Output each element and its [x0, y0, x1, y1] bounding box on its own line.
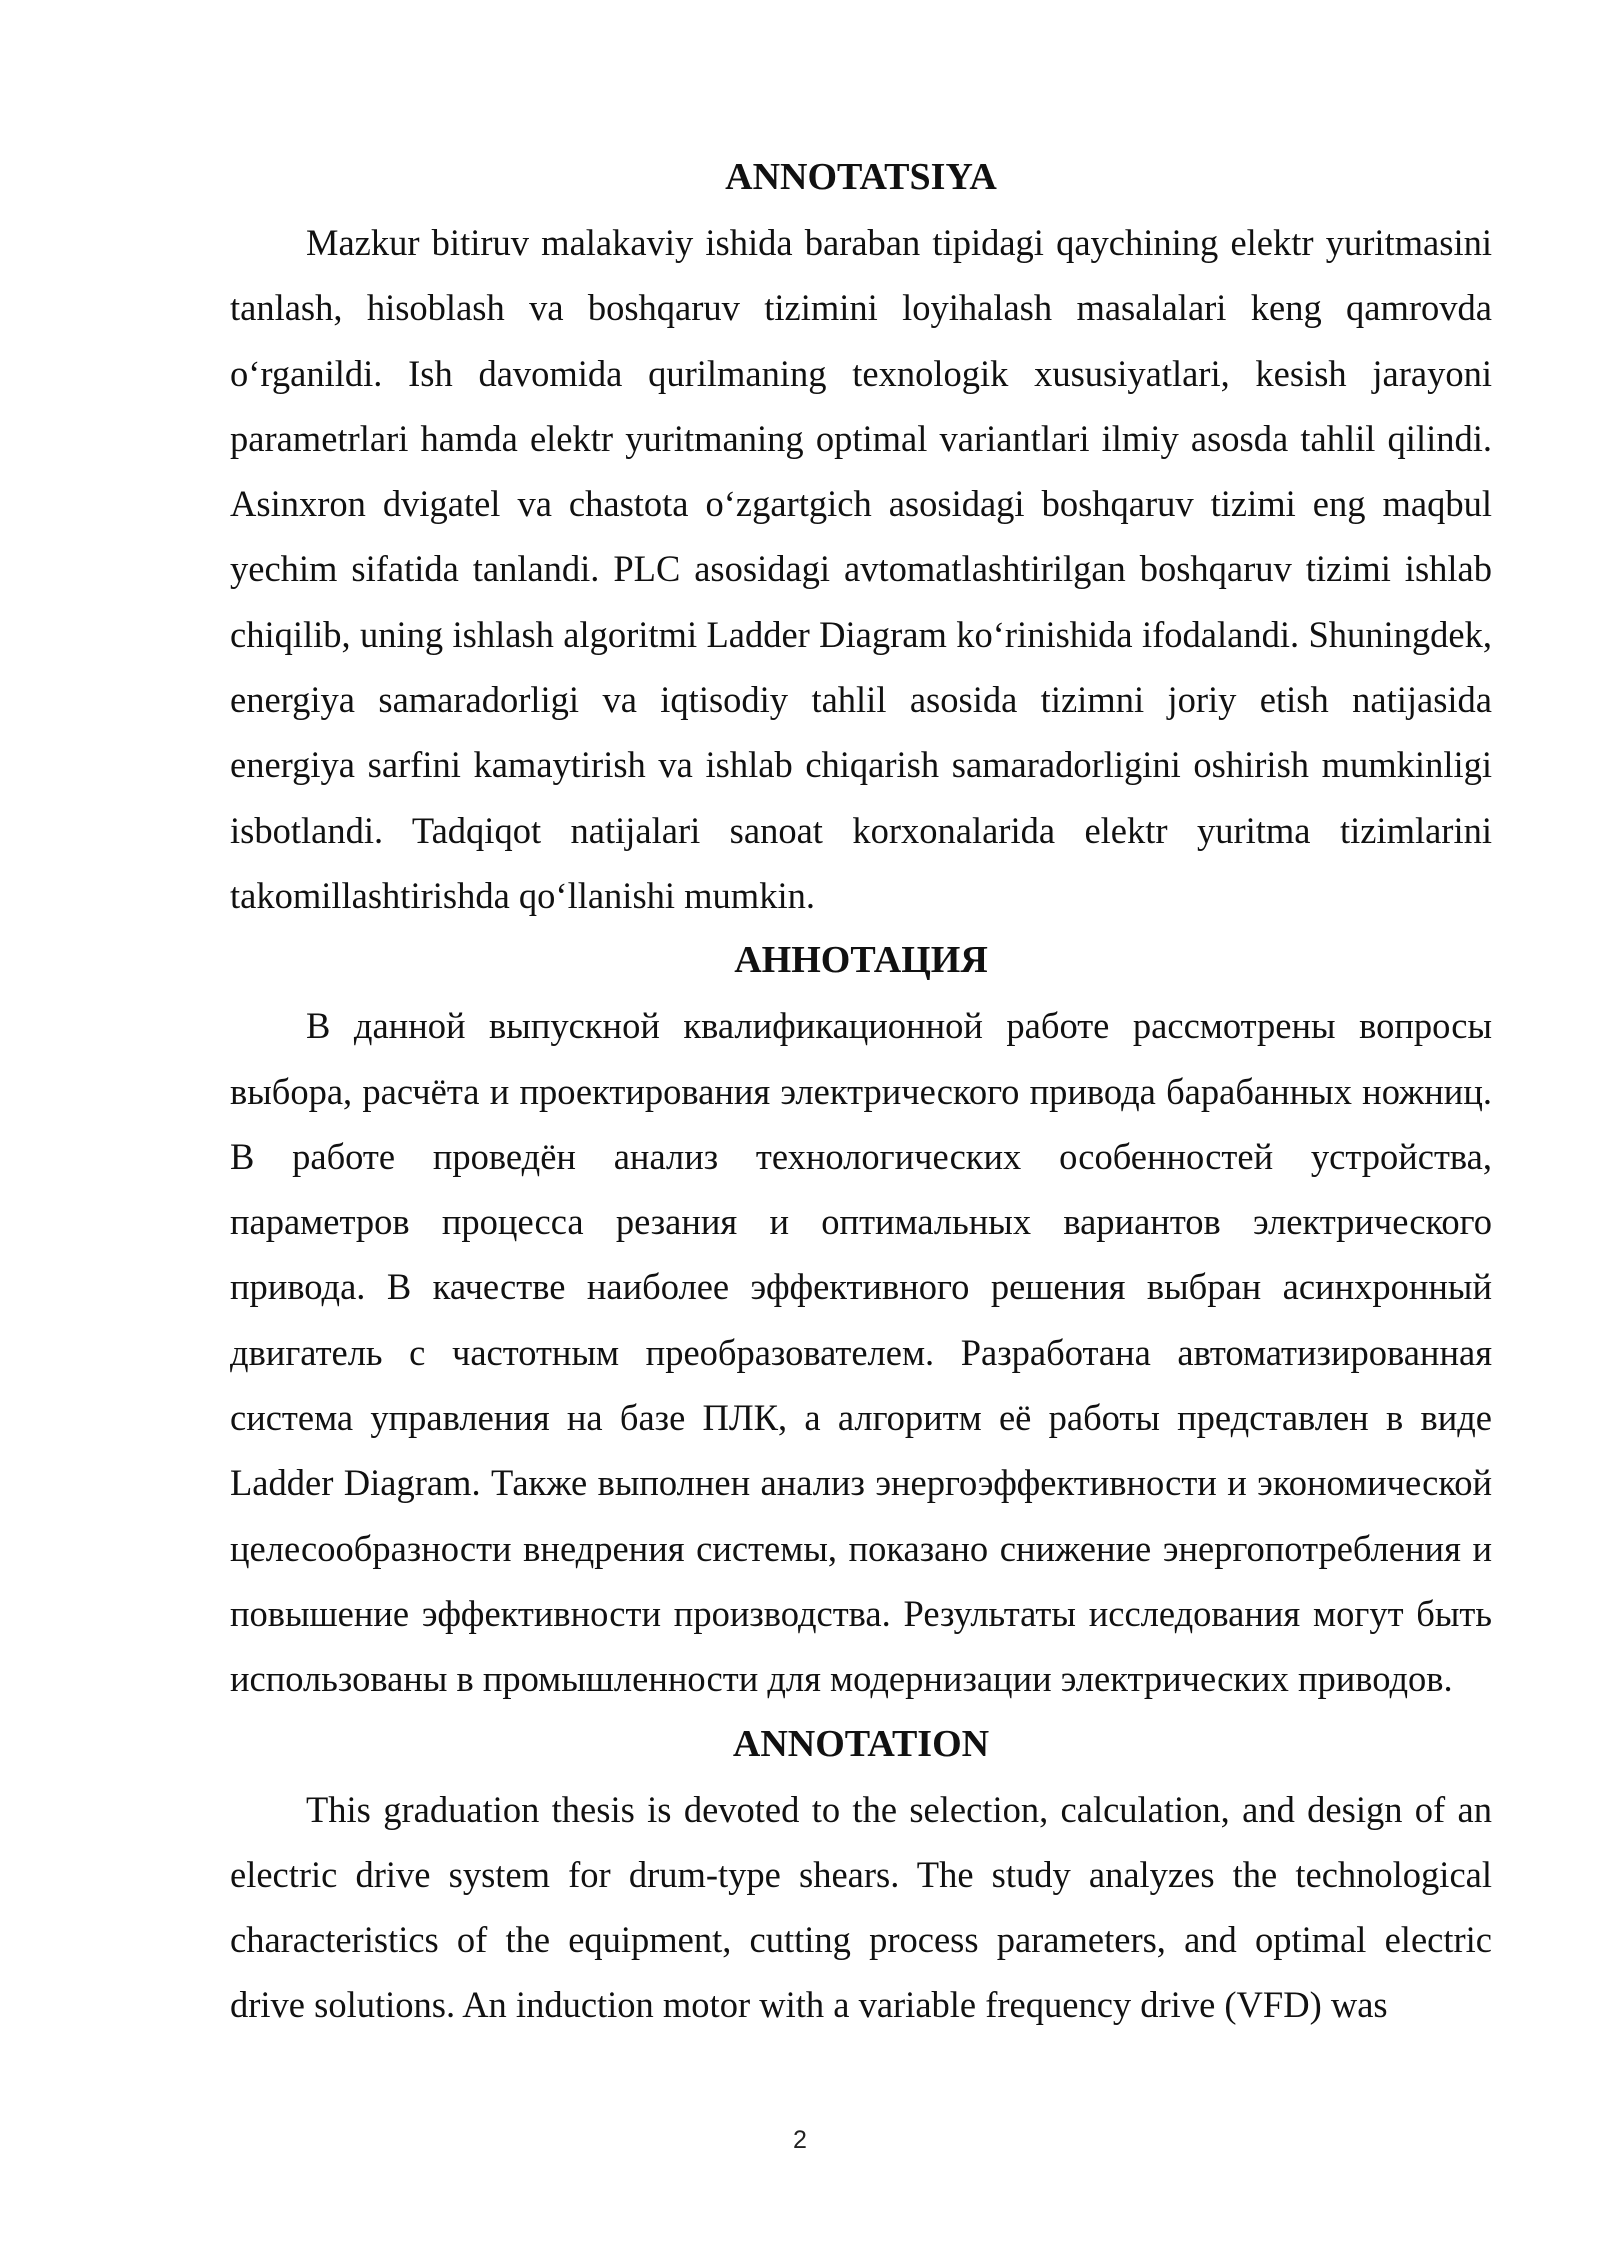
paragraph-annotation: This graduation thesis is devoted to the selection, calculation, and design of an electric drive system for drum-type shears. The study analyzes the technological characteristics of the equipment, cutting process parameters, and optimal electric drive solutions. An induction motor with a variable frequency drive (VFD) was [230, 1788, 1492, 2026]
page-number: 2 [793, 2126, 807, 2154]
paragraph-annotatsiya: Mazkur bitiruv malakaviy ishida baraban tipidagi qaychining elektr yuritmasini tanlash, hisoblash va boshqaruv tizimini loyihalash masalalari keng qamrovda o‘rganildi. Ish davomida qurilmaning texnologik xususiyatlari, kesish jarayoni parametrlari hamda elektr yuritmaning optimal variantlari ilmiy asosda tahlil qilindi. Asinxron dvigatel va chastota o‘zgartgich asosidagi boshqaruv tizimi eng maqbul yechim sifatida tanlandi. PLC asosidagi avtomatlashtirilgan boshqaruv tizimi ishlab chiqilib, uning ishlash algoritmi Ladder Diagram ko‘rinishida ifodalandi. Shuningdek, energiya samaradorligi va iqtisodiy tahlil asosida tizimni joriy etish natijasida energiya sarfini kamaytirish va ishlab chiqarish samaradorligini oshirish mumkinligi isbotlandi. Tadqiqot natijalari sanoat korxonalarida elektr yuritma tizimlarini takomillashtirishda qo‘llanishi mumkin. [230, 222, 1492, 916]
heading-annotaciya: АННОТАЦИЯ [734, 939, 988, 982]
paragraph-annotaciya: В данной выпускной квалификационной работе рассмотрены вопросы выбора, расчёта и проектирования электрического привода барабанных ножниц. В работе проведён анализ технологических особенностей устройства, параметров процесса резания и оптимальных вариантов электрического привода. В качестве наиболее эффективного решения выбран асинхронный двигатель с частотным преобразователем. Разработана автоматизированная система управления на базе ПЛК, а алгоритм её работы представлен в виде Ladder Diagram. Также выполнен анализ энергоэффективности и экономической целесообразности внедрения системы, показано снижение энергопотребления и повышение эффективности производства. Результаты исследования могут быть использованы в промышленности для модернизации электрических приводов. [230, 1005, 1492, 1700]
heading-annotation: ANNOTATION [732, 1722, 990, 1765]
text-column [230, 145, 1492, 2038]
heading-annotatsiya: ANNOTATSIYA [725, 156, 997, 198]
